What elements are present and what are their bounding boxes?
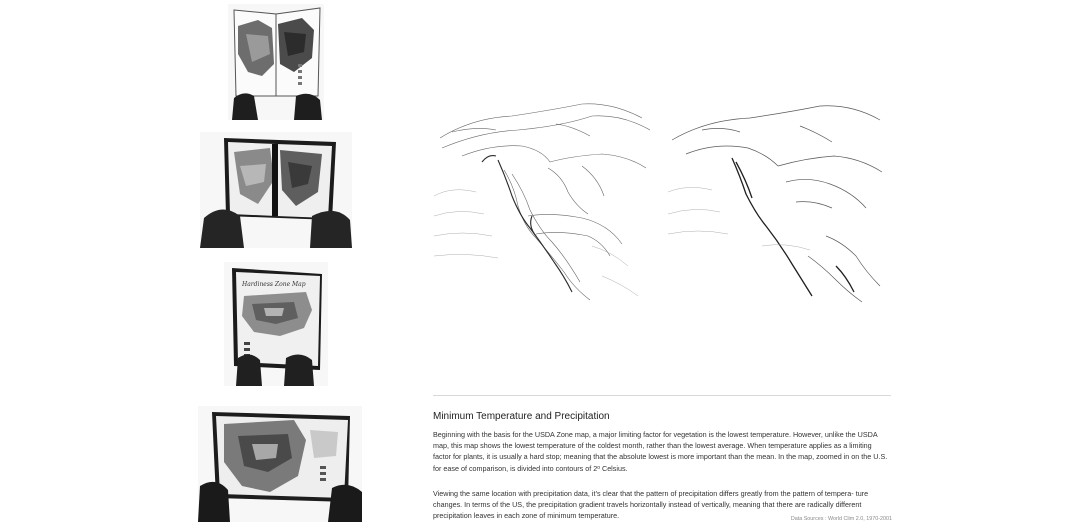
section-title: Minimum Temperature and Precipitation	[433, 411, 610, 422]
paragraph-temperature	[433, 429, 891, 474]
precipitation-contour-map	[666, 96, 892, 308]
temperature-map-drawing	[432, 96, 658, 308]
book-title-text: Hardiness Zone Map	[242, 281, 306, 288]
data-sources-credit: Data Sources : World Clim 2.0, 1970-2001	[790, 516, 892, 522]
minimum-temperature-contour-map	[432, 96, 658, 308]
paragraph-precipitation: Viewing the same location with precipitation data, it’s clear that the pattern of precipitation differs greatly from the pattern of tempera- ture changes. In terms of the US, the precipitation gradient travels horizontally instead of vertically, meaning that there are radically different precipitation leaves in each zone of minimum temperature.	[433, 489, 869, 521]
book-photo-precipitation-map	[198, 406, 362, 522]
precipitation-map-drawing	[666, 96, 892, 308]
book-photo-usda-map	[228, 4, 324, 120]
book-photo-2-image	[200, 132, 352, 248]
book-photo-1-image	[228, 4, 324, 120]
degree-superscript: o	[597, 464, 600, 471]
paragraph-1-end: Celsius.	[600, 463, 628, 473]
book-photo-3-image	[224, 262, 328, 386]
book-photo-4-image	[198, 406, 362, 522]
book-photo-north-america-map	[200, 132, 352, 248]
book-photo-hardiness-zone-map	[224, 262, 328, 386]
section-divider	[433, 395, 891, 396]
paragraph-1-text: Beginning with the basis for the USDA Zone map, a major limiting factor for vegetation is the lowest temperature. However, unlike the USDA map, this map shows the lowest temperature of the coldest month, rather than the lowest average. When temperature applies as a limiting factor for plants, it is usually a hard stop; meaning that the absolute lowest is more important than the mean. In the map, zoomed in on the U.S. for ease of comparison, is divided into contours of 2	[433, 430, 888, 473]
